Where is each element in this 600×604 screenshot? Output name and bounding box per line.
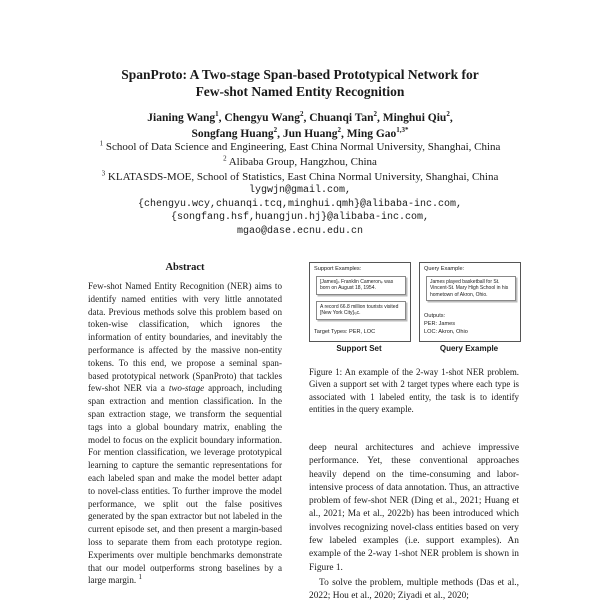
title-line-1: SpanProto: A Two-stage Span-based Prototypical Network for <box>121 67 479 82</box>
author-sup: 1,3* <box>396 126 409 135</box>
outputs-label: Outputs: <box>424 313 446 319</box>
figure-1 <box>304 262 520 357</box>
email-line: {chengyu.wcy,chuanqi.tcq,minghui.qmh}@alibaba-inc.com, <box>137 198 463 210</box>
paragraph: deep neural architectures and achieve impressive performance. Yet, these conventional approaches heavily depend on the time-consuming and labor-intensive process of data annotation. Thus, an attractive problem of few-shot NER (Ding et al., 2021; Huang et al., 2021; Ma et al., 2022b) has been introduced which involves recognizing novel-class entities based on very few labeled examples (i.e. support examples). An example of the 2-way 1-shot NER problem is shown in Figure 1. <box>309 443 519 573</box>
author-name: Songfang Huang <box>191 128 274 140</box>
author-sup: 2 <box>337 126 342 135</box>
paragraph: To solve the problem, multiple methods (Das et al., 2022; Hou et al., 2020; Ziyadi et al., 2020; <box>309 577 519 602</box>
figure-caption: Figure 1: An example of the 2-way 1-shot NER problem. Given a support set with 2 target types where each type is associated with 1 labeled entity, the task is to identify entities in the query example. <box>309 367 519 414</box>
footnote-mark: 1 <box>138 573 142 582</box>
author-sup: 2 <box>299 110 304 119</box>
query-sentence: James played basketball for St. Vincent-St. Mary High School in his hometown of Akron, Ohio. <box>426 276 516 301</box>
affiliation-3: KLATASDS-MOE, School of Statistics, East China Normal University, Shanghai, China <box>107 171 499 183</box>
target-types: Target Types: PER, LOC <box>314 329 376 335</box>
affiliation-1: School of Data Science and Engineering, East China Normal University, Shanghai, China <box>105 141 501 153</box>
author-sup: 2 <box>273 126 278 135</box>
author-name: Chuanqi Tan <box>309 112 374 124</box>
support-example-2: A record 66.8 million tourists visited [New York City]ₗₒc. <box>316 301 406 320</box>
support-example-1: [James]ₚ Franklin Cameronₚ was born on August 18, 1954. <box>316 276 406 295</box>
affiliation-2: Alibaba Group, Hangzhou, China <box>228 156 377 168</box>
abstract-heading: Abstract <box>165 262 205 273</box>
paper-title <box>60 66 540 100</box>
support-set-panel <box>309 262 411 342</box>
author-name: Chengyu Wang <box>224 112 300 124</box>
author-list: Jianing Wang$^1$, Chengyu Wang$^2$, Chuanqi Tan$^2$, Minghui Qiu$^2$, Songfang Huang$^2$, Jun Huang$^2$, Ming Gao$^{1,3*}$ <box>147 110 453 140</box>
affil-sup: 2 <box>223 154 227 163</box>
author-name: Minghui Qiu <box>382 112 447 124</box>
query-example-caption: Query Example <box>439 344 499 353</box>
title-line-2: Few-shot Named Entity Recognition <box>195 84 405 99</box>
email-line: lygwjn@gmail.com, <box>248 185 352 196</box>
affil-sup: 3 <box>101 169 106 178</box>
query-header: Query Example: <box>424 266 465 272</box>
author-sup: 2 <box>446 110 450 119</box>
author-name: Jun Huang <box>282 128 338 140</box>
support-header: Support Examples: <box>314 266 362 272</box>
affil-sup: 1 <box>99 139 104 148</box>
support-set-caption: Support Set <box>336 344 382 353</box>
abstract-italic: two-stage <box>168 383 205 394</box>
affiliations <box>40 140 560 185</box>
author-sup: 1 <box>215 110 219 119</box>
output-loc: LOC: Akron, Ohio <box>424 329 468 335</box>
abstract-body: Few-shot Named Entity Recognition (NER) aims to identify named entities with very little annotated data. Previous methods solve this problem based on token-wise classification, which ignores the information of entity boundaries, and inevitably the performance is affected by the massive non-entity tokens. To this end, we propose a seminal span-based prototypical network (SpanProto) that tackles few-shot NER via a two-stage approach, including span extraction and mention classification. In the span extraction stage, we transform the sequential tags into a global boundary matrix, enabling the model to focus on the explicit boundary information. For mention classification, we leverage prototypical learning to capture the semantic representations for each labeled span and make the model better adapt to novel-class entities. To further improve the model performance, we split out the false positives generated by the span extractor but not labeled in the current episode set, and then present a margin-based loss to separate them from each prototype region. Experiments over multiple benchmarks demonstrate that our model outperforms strong baselines by a large margin. $^1$ <box>88 281 283 586</box>
output-per: PER: James <box>424 321 456 327</box>
author-name: Jianing Wang <box>147 112 216 124</box>
author-sup: 2 <box>373 110 377 119</box>
email-line: mgao@dase.ecnu.edu.cn <box>236 225 364 237</box>
body-text <box>309 442 519 604</box>
author-name: Ming Gao <box>346 128 397 140</box>
email-line: {songfang.hsf,huangjun.hj}@alibaba-inc.com, <box>170 212 430 224</box>
email-block <box>60 184 540 238</box>
query-example-panel <box>419 262 521 342</box>
